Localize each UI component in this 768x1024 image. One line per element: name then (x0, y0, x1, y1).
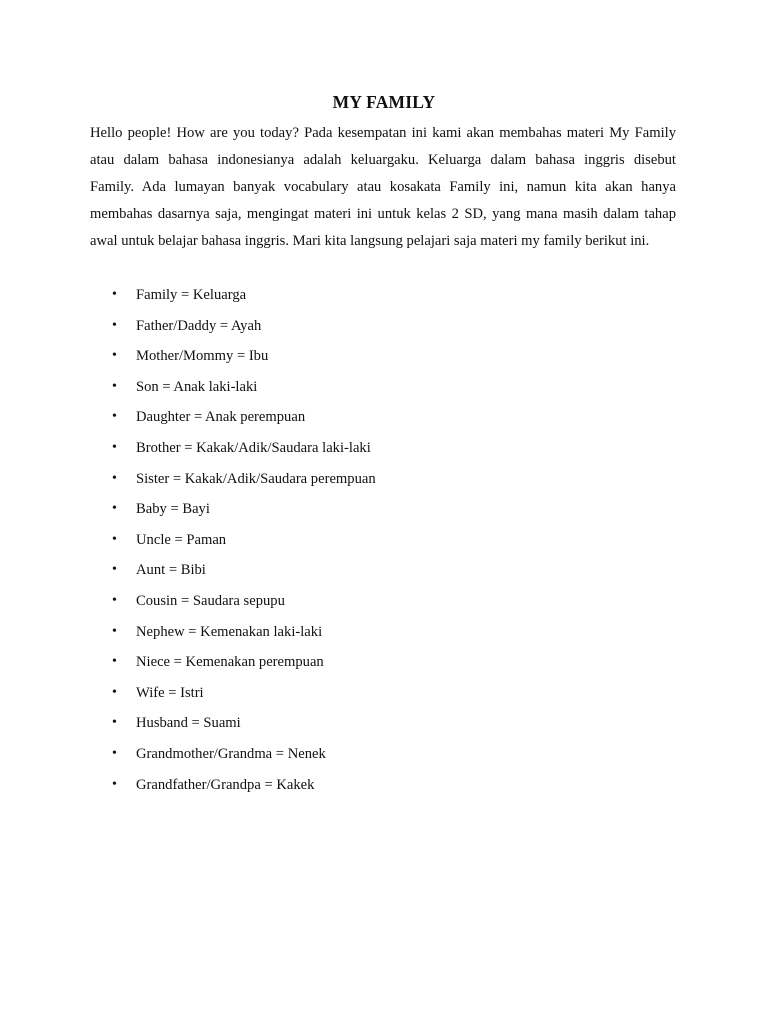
list-item (0, 433, 768, 464)
vocabulary-list (0, 280, 768, 800)
list-item (0, 617, 768, 648)
vocab-entry: Daughter = Anak perempuan (136, 409, 306, 426)
vocab-entry: Husband = Suami (136, 715, 241, 732)
list-item (0, 708, 768, 739)
vocab-entry: Son = Anak laki-laki (136, 378, 258, 395)
vocab-entry: Wife = Istri (136, 684, 204, 701)
vocab-entry: Father/Daddy = Ayah (136, 317, 262, 334)
bullet-icon: • (112, 654, 117, 670)
vocab-entry: Baby = Bayi (136, 501, 210, 518)
vocab-entry: Mother/Mommy = Ibu (136, 348, 269, 365)
bullet-icon: • (112, 501, 117, 517)
bullet-icon: • (112, 439, 117, 455)
intro-line: awal untuk belajar bahasa inggris. Mari kita langsung pelajari saja materi my family berikut ini. (90, 233, 650, 249)
vocab-entry: Grandfather/Grandpa = Kakek (136, 776, 315, 793)
bullet-icon: • (112, 470, 117, 486)
bullet-icon: • (112, 623, 117, 639)
vocab-entry: Nephew = Kemenakan laki-laki (136, 623, 323, 640)
bullet-icon: • (112, 317, 117, 333)
intro-line: atau dalam bahasa indonesianya adalah keluargaku. Keluarga dalam bahasa inggris disebut (90, 152, 676, 168)
vocab-entry: Aunt = Bibi (136, 562, 206, 579)
bullet-icon: • (112, 409, 117, 425)
vocab-entry: Uncle = Paman (136, 531, 227, 548)
vocab-entry: Brother = Kakak/Adik/Saudara laki-laki (136, 439, 371, 456)
list-item (0, 647, 768, 678)
list-item (0, 525, 768, 556)
intro-paragraph (90, 120, 676, 255)
vocab-entry: Family = Keluarga (136, 287, 247, 303)
bullet-icon: • (112, 348, 117, 364)
bullet-icon: • (112, 562, 117, 578)
list-item (0, 555, 768, 586)
list-item (0, 341, 768, 372)
page-title: MY FAMILY (332, 92, 436, 112)
intro-line: Family. Ada lumayan banyak vocabulary atau kosakata Family ini, namun kita akan hanya (90, 179, 676, 195)
list-item (0, 770, 768, 801)
vocab-entry: Cousin = Saudara sepupu (136, 592, 285, 609)
bullet-icon: • (112, 592, 117, 608)
bullet-icon: • (112, 287, 117, 302)
list-item (0, 678, 768, 709)
list-item (0, 739, 768, 770)
list-item (0, 464, 768, 495)
vocab-entry: Niece = Kemenakan perempuan (136, 654, 324, 671)
bullet-icon: • (112, 745, 117, 761)
list-item (0, 311, 768, 342)
bullet-icon: • (112, 715, 117, 731)
bullet-icon: • (112, 684, 117, 700)
vocab-entry: Grandmother/Grandma = Nenek (136, 745, 326, 762)
list-item (0, 586, 768, 617)
bullet-icon: • (112, 378, 117, 394)
intro-line: membahas dasarnya saja, mengingat materi ini untuk kelas 2 SD, yang mana masih dalam tahap (90, 206, 676, 222)
bullet-icon: • (112, 531, 117, 547)
list-item (0, 372, 768, 403)
list-item (0, 280, 768, 311)
list-item (0, 402, 768, 433)
bullet-icon: • (112, 776, 117, 792)
intro-line: Hello people! How are you today? Pada kesempatan ini kami akan membahas materi My Family (90, 125, 676, 141)
vocab-entry: Sister = Kakak/Adik/Saudara perempuan (136, 470, 376, 487)
list-item (0, 494, 768, 525)
